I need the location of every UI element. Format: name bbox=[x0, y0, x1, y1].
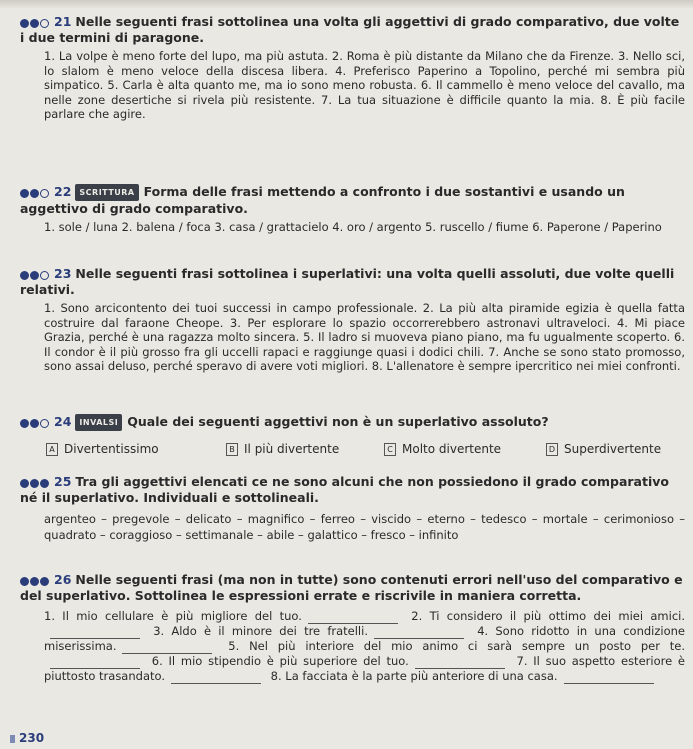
exercise-instruction: Tra gli aggettivi elencati ce ne sono alcuni che non possiedono il grado comparativo né il superlativo. Individuali e sottolineali. bbox=[20, 474, 669, 505]
exercise-number: 23 bbox=[54, 266, 72, 281]
list-item: 1. Il mio cellulare è più migliore del tuo. bbox=[44, 609, 302, 623]
list-item: 4. Sono ridotto in una condizione miserissima. bbox=[44, 624, 686, 653]
option-d[interactable] bbox=[546, 442, 661, 456]
exercise-items bbox=[44, 609, 685, 684]
option-text: Superdivertente bbox=[564, 442, 662, 456]
difficulty-dots-icon bbox=[20, 267, 50, 282]
writing-tag: SCRITTURA bbox=[75, 184, 138, 201]
exercise-26 bbox=[20, 572, 685, 684]
exercise-instruction: Nelle seguenti frasi (ma non in tutte) sono contenuti errori nell'uso del comparativo e del superlativo. Sottolinea le espressioni errate e riscrivile in maniera corretta. bbox=[20, 572, 683, 603]
option-b[interactable] bbox=[226, 442, 339, 456]
exercise-number: 24 bbox=[54, 414, 72, 429]
exercise-text: argenteo – pregevole – delicato – magnifico – ferreo – viscido – eterno – tedesco – mortale – cerimonioso – quadrato – coraggioso – settimanale – abile – galattico – fresco – infinito bbox=[44, 512, 685, 542]
answer-blank[interactable] bbox=[122, 642, 212, 654]
option-letter-box: B bbox=[226, 443, 238, 456]
answer-blank[interactable] bbox=[564, 672, 654, 684]
option-letter-box: A bbox=[46, 443, 58, 456]
invalsi-tag: INVALSI bbox=[75, 414, 122, 431]
exercise-25-header bbox=[20, 474, 685, 505]
exercise-text: 1. La volpe è meno forte del lupo, ma più astuta. 2. Roma è più distante da Milano che da Firenze. 3. Nello sci, lo slalom è meno veloce della discesa libera. 4. Preferisco Paperino a Topolino, perché mi sembra più simpatico. 5. Carla è alta quanto me, ma io sono meno robusta. 6. Il cammello è meno veloce del cavallo, ma nelle zone desertiche si rivela più resistente. 7. La tua situazione è difficile quanto la mia. 8. È più facile parlare che agire. bbox=[44, 49, 685, 122]
option-c[interactable] bbox=[384, 442, 501, 456]
difficulty-dots-icon bbox=[20, 185, 50, 200]
exercise-26-header bbox=[20, 572, 685, 603]
exercise-21-header bbox=[20, 14, 685, 45]
exercise-24-header bbox=[20, 414, 685, 431]
answer-blank[interactable] bbox=[50, 627, 140, 639]
answer-blank[interactable] bbox=[374, 627, 464, 639]
option-a[interactable] bbox=[46, 442, 159, 456]
exercise-text: 1. sole / luna 2. balena / foca 3. casa / grattacielo 4. oro / argento 5. ruscello / fiume 6. Paperone / Paperino bbox=[44, 220, 662, 234]
exercise-number: 26 bbox=[54, 572, 72, 587]
page-marker-icon bbox=[10, 735, 15, 743]
option-letter-box: C bbox=[384, 443, 396, 456]
exercise-instruction: Quale dei seguenti aggettivi non è un superlativo assoluto? bbox=[127, 414, 549, 429]
cropped-top-line bbox=[0, 0, 693, 8]
exercise-text: 1. Sono arcicontento dei tuoi successi in campo professionale. 2. La più alta piramide egizia è quella fatta costruire dal faraone Cheope. 3. Per esplorare lo spazio occorrerebbero astronavi ultraveloci. 4. Mi piace Grazia, perché è una ragazza molto sincera. 5. Il ladro si muoveva piano piano, ma fu ugualmente scoperto. 6. Il condor è il più grosso fra gli uccelli rapaci e raggiunge quasi i dodici chili. 7. Anche se sono stato promosso, sono assai deluso, perché speravo di avere voti migliori. 8. L'allenatore è sempre ipercritico nei miei confronti. bbox=[44, 301, 685, 374]
list-item: 5. Nel più interiore del mio animo ci sarà sempre un posto per te. bbox=[228, 639, 685, 653]
exercise-23-header bbox=[20, 266, 685, 297]
page-number-text: 230 bbox=[19, 731, 45, 745]
list-item: 7. Il suo aspetto esteriore è piuttosto trasandato. bbox=[44, 654, 686, 683]
exercise-number: 21 bbox=[54, 14, 72, 29]
answer-blank[interactable] bbox=[50, 657, 140, 669]
answer-blank[interactable] bbox=[308, 612, 398, 624]
exercise-number: 25 bbox=[54, 474, 72, 489]
difficulty-dots-icon bbox=[20, 573, 50, 588]
exercise-23 bbox=[20, 266, 685, 374]
exercise-22-header bbox=[20, 184, 685, 216]
page-number bbox=[10, 731, 44, 745]
exercise-21 bbox=[20, 14, 685, 122]
list-item: 6. Il mio stipendio è più superiore del tuo. bbox=[151, 654, 409, 668]
exercise-number: 22 bbox=[54, 184, 72, 199]
option-letter-box: D bbox=[546, 443, 558, 456]
exercise-instruction: Forma delle frasi mettendo a confronto i due sostantivi e usando un aggettivo di grado comparativo. bbox=[20, 184, 625, 216]
option-text: Molto divertente bbox=[402, 442, 502, 456]
exercise-24 bbox=[20, 414, 685, 431]
difficulty-dots-icon bbox=[20, 15, 50, 30]
list-item: 3. Aldo è il minore dei tre fratelli. bbox=[153, 624, 368, 638]
option-text: Il più divertente bbox=[244, 442, 340, 456]
difficulty-dots-icon bbox=[20, 475, 50, 490]
exercise-22 bbox=[20, 184, 685, 235]
answer-blank[interactable] bbox=[171, 672, 261, 684]
exercise-25 bbox=[20, 474, 685, 543]
difficulty-dots-icon bbox=[20, 415, 50, 430]
exercise-instruction: Nelle seguenti frasi sottolinea i superlativi: una volta quelli assoluti, due volte quelli relativi. bbox=[20, 266, 675, 297]
list-item: 2. Ti considero il più ottimo dei miei amici. bbox=[411, 609, 686, 623]
list-item: 8. La facciata è la parte più anteriore di una casa. bbox=[270, 669, 558, 683]
exercise-instruction: Nelle seguenti frasi sottolinea una volta gli aggettivi di grado comparativo, due volte i due termini di paragone. bbox=[20, 14, 680, 45]
option-text: Divertentissimo bbox=[64, 442, 159, 456]
answer-blank[interactable] bbox=[415, 657, 505, 669]
